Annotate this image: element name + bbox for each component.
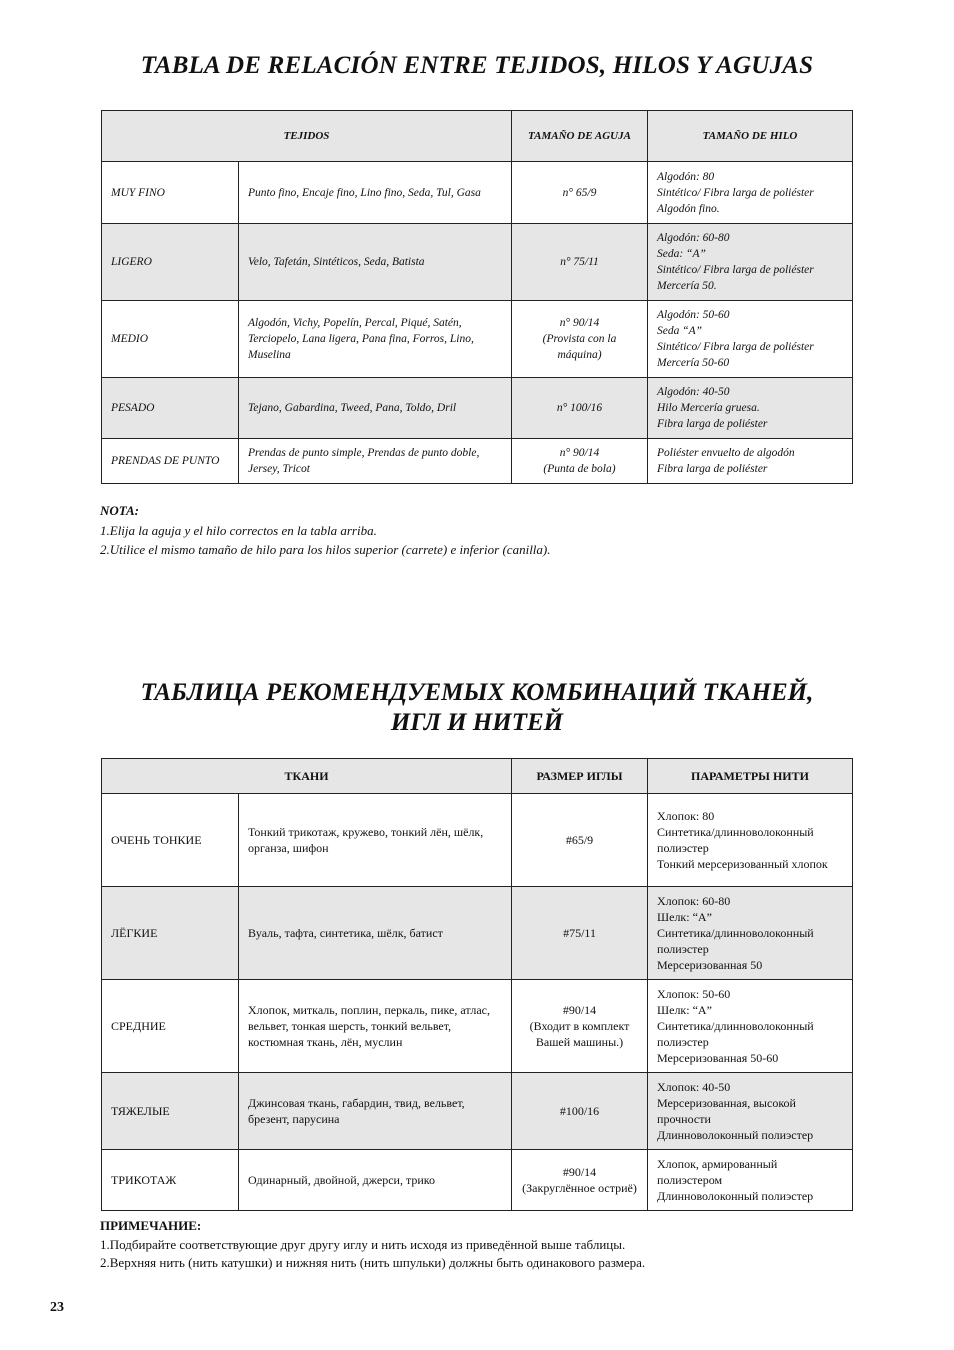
spanish-fabric-table xyxy=(101,110,853,484)
row-fabrics: Джинсовая ткань, габардин, твид, вельвет, брезент, парусина xyxy=(239,1073,512,1150)
russian-notes xyxy=(100,1217,860,1273)
needle-line: #65/9 xyxy=(565,833,594,847)
thread-line: Мерсеризованная 50 xyxy=(657,958,763,972)
thread-line: Синтетика/длинноволоконный полиэстер xyxy=(657,825,814,855)
thread-line: Algodón: 80 xyxy=(657,170,715,183)
row-fabrics: Prendas de punto simple, Prendas de punto doble, Jersey, Tricot xyxy=(239,439,512,484)
row-category: LIGERO xyxy=(102,224,239,301)
thread-line: Хлопок: 80 xyxy=(657,809,715,823)
thread-line: Fibra larga de poliéster xyxy=(657,418,768,430)
thread-line: Синтетика/длинноволоконный полиэстер xyxy=(657,926,814,956)
row-thread xyxy=(648,301,853,378)
spanish-note-2: 2.Utilice el mismo tamaño de hilo para los hilos superior (carrete) e inferior (canilla). xyxy=(100,542,551,557)
row-thread xyxy=(648,162,853,224)
thread-line: Длинноволоконный полиэстер xyxy=(657,1128,814,1142)
table-row xyxy=(102,224,853,301)
row-fabrics: Хлопок, миткаль, поплин, перкаль, пике, атлас, вельвет, тонкая шерсть, тонкий вельвет, костюмная ткань, лён, муслин xyxy=(239,980,512,1073)
row-fabrics: Одинарный, двойной, джерси, трико xyxy=(239,1150,512,1211)
table-row xyxy=(102,301,853,378)
row-fabrics: Algodón, Vichy, Popelín, Percal, Piqué, Satén, Terciopelo, Lana ligera, Pana fina, Forros, Lino, Muselina xyxy=(239,301,512,378)
thread-line: Sintético/ Fibra larga de poliéster xyxy=(657,186,814,199)
russian-fabric-table xyxy=(101,758,853,1211)
row-category: ТРИКОТАЖ xyxy=(102,1150,239,1211)
row-thread xyxy=(648,224,853,301)
row-needle-size xyxy=(512,1073,648,1150)
thread-line: Длинноволоконный полиэстер xyxy=(657,1189,814,1203)
thread-line: Sintético/ Fibra larga de poliéster xyxy=(657,264,814,276)
needle-line: (Provista con la máquina) xyxy=(542,333,617,361)
thread-line: Algodón fino. xyxy=(657,202,720,215)
spanish-notes xyxy=(100,501,860,560)
header-needle-size: TAMAÑO DE AGUJA xyxy=(512,111,648,162)
row-category: MUY FINO xyxy=(102,162,239,224)
needle-line: n° 75/11 xyxy=(560,256,599,268)
row-fabrics: Тонкий трикотаж, кружево, тонкий лён, шёлк, органза, шифон xyxy=(239,794,512,887)
needle-line: #75/11 xyxy=(563,926,596,940)
spanish-title: TABLA DE RELACIÓN ENTRE TEJIDOS, HILOS Y AGUJAS xyxy=(140,52,814,79)
row-fabrics: Tejano, Gabardina, Tweed, Pana, Toldo, Dril xyxy=(239,378,512,439)
row-category: ЛЁГКИЕ xyxy=(102,887,239,980)
row-thread xyxy=(648,887,853,980)
row-thread xyxy=(648,378,853,439)
header-needle-size-ru: РАЗМЕР ИГЛЫ xyxy=(512,759,648,794)
page-number: 23 xyxy=(50,1300,64,1315)
row-needle-size xyxy=(512,887,648,980)
row-category: PESADO xyxy=(102,378,239,439)
table-row xyxy=(102,887,853,980)
thread-line: Poliéster envuelto de algodón xyxy=(657,447,795,459)
thread-line: Шелк: “A” xyxy=(657,910,712,924)
russian-title xyxy=(0,678,954,738)
thread-line: Algodón: 40-50 xyxy=(657,386,730,398)
thread-line: Seda: “A” xyxy=(657,248,706,260)
thread-line: Algodón: 50-60 xyxy=(657,309,730,321)
needle-line: n° 65/9 xyxy=(562,186,597,199)
thread-line: Mercería 50. xyxy=(657,280,717,292)
table-row xyxy=(102,378,853,439)
row-fabrics: Вуаль, тафта, синтетика, шёлк, батист xyxy=(239,887,512,980)
row-thread xyxy=(648,439,853,484)
spanish-table-body xyxy=(102,162,853,484)
row-needle-size xyxy=(512,378,648,439)
thread-line: Синтетика/длинноволоконный полиэстер xyxy=(657,1019,814,1049)
needle-line: (Punta de bola) xyxy=(543,463,616,475)
row-needle-size xyxy=(512,439,648,484)
row-needle-size xyxy=(512,980,648,1073)
row-category: СРЕДНИЕ xyxy=(102,980,239,1073)
russian-table-body xyxy=(102,794,853,1211)
header-thread-size: TAMAÑO DE HILO xyxy=(648,111,853,162)
thread-line: Fibra larga de poliéster xyxy=(657,463,768,475)
header-fabrics: TEJIDOS xyxy=(102,111,512,162)
russian-title-line-1: ТАБЛИЦА РЕКОМЕНДУЕМЫХ КОМБИНАЦИЙ ТКАНЕЙ, xyxy=(140,679,814,706)
spanish-note-title: NOTA: xyxy=(100,503,139,518)
row-needle-size xyxy=(512,301,648,378)
row-category: ОЧЕНЬ ТОНКИЕ xyxy=(102,794,239,887)
russian-note-2: 2.Верхняя нить (нить катушки) и нижняя нить (нить шпульки) должны быть одинакового размера. xyxy=(100,1255,646,1270)
table-row xyxy=(102,1150,853,1211)
thread-line: Мерсеризованная, высокой прочности xyxy=(657,1096,796,1126)
row-fabrics: Punto fino, Encaje fino, Lino fino, Seda, Tul, Gasa xyxy=(239,162,512,224)
needle-line: #100/16 xyxy=(559,1104,600,1118)
thread-line: Мерсеризованная 50-60 xyxy=(657,1051,779,1065)
header-thread-params-ru: ПАРАМЕТРЫ НИТИ xyxy=(648,759,853,794)
thread-line: Seda “A” xyxy=(657,325,703,337)
row-category: ТЯЖЕЛЫЕ xyxy=(102,1073,239,1150)
needle-line: n° 90/14 xyxy=(559,447,600,459)
thread-line: Mercería 50-60 xyxy=(657,357,730,369)
table-row xyxy=(102,439,853,484)
row-fabrics: Velo, Tafetán, Sintéticos, Seda, Batista xyxy=(239,224,512,301)
thread-line: Хлопок: 50-60 xyxy=(657,987,731,1001)
needle-line: #90/14 xyxy=(562,1165,597,1179)
russian-note-1: 1.Подбирайте соответствующие друг другу иглу и нить исходя из приведённой выше таблицы. xyxy=(100,1236,626,1252)
table-row xyxy=(102,980,853,1073)
thread-line: Хлопок: 60-80 xyxy=(657,894,731,908)
russian-note-title: ПРИМЕЧАНИЕ: xyxy=(100,1218,202,1233)
row-needle-size xyxy=(512,794,648,887)
table-row xyxy=(102,1073,853,1150)
row-category: PRENDAS DE PUNTO xyxy=(102,439,239,484)
thread-line: Хлопок, армированный полиэстером xyxy=(657,1157,778,1187)
row-thread xyxy=(648,794,853,887)
needle-line: n° 90/14 xyxy=(559,317,600,329)
row-needle-size xyxy=(512,224,648,301)
thread-line: Algodón: 60-80 xyxy=(657,232,730,244)
row-thread xyxy=(648,980,853,1073)
thread-line: Hilo Mercería gruesa. xyxy=(657,402,760,414)
thread-line: Хлопок: 40-50 xyxy=(657,1080,731,1094)
needle-line: (Закруглённое остриё) xyxy=(522,1181,637,1195)
row-thread xyxy=(648,1073,853,1150)
spanish-note-1: 1.Elija la aguja y el hilo correctos en la tabla arriba. xyxy=(100,522,377,538)
row-thread xyxy=(648,1150,853,1211)
russian-title-line-2: ИГЛ И НИТЕЙ xyxy=(390,709,564,736)
row-category: MEDIO xyxy=(102,301,239,378)
row-needle-size xyxy=(512,1150,648,1211)
table-row xyxy=(102,794,853,887)
table-row xyxy=(102,162,853,224)
header-fabrics-ru: ТКАНИ xyxy=(102,759,512,794)
thread-line: Тонкий мерсеризованный хлопок xyxy=(657,857,828,871)
thread-line: Шелк: “A” xyxy=(657,1003,712,1017)
needle-line: (Входит в комплект Вашей машины.) xyxy=(529,1019,630,1049)
needle-line: #90/14 xyxy=(562,1003,597,1017)
thread-line: Sintético/ Fibra larga de poliéster xyxy=(657,341,814,353)
needle-line: n° 100/16 xyxy=(556,402,603,414)
row-needle-size xyxy=(512,162,648,224)
